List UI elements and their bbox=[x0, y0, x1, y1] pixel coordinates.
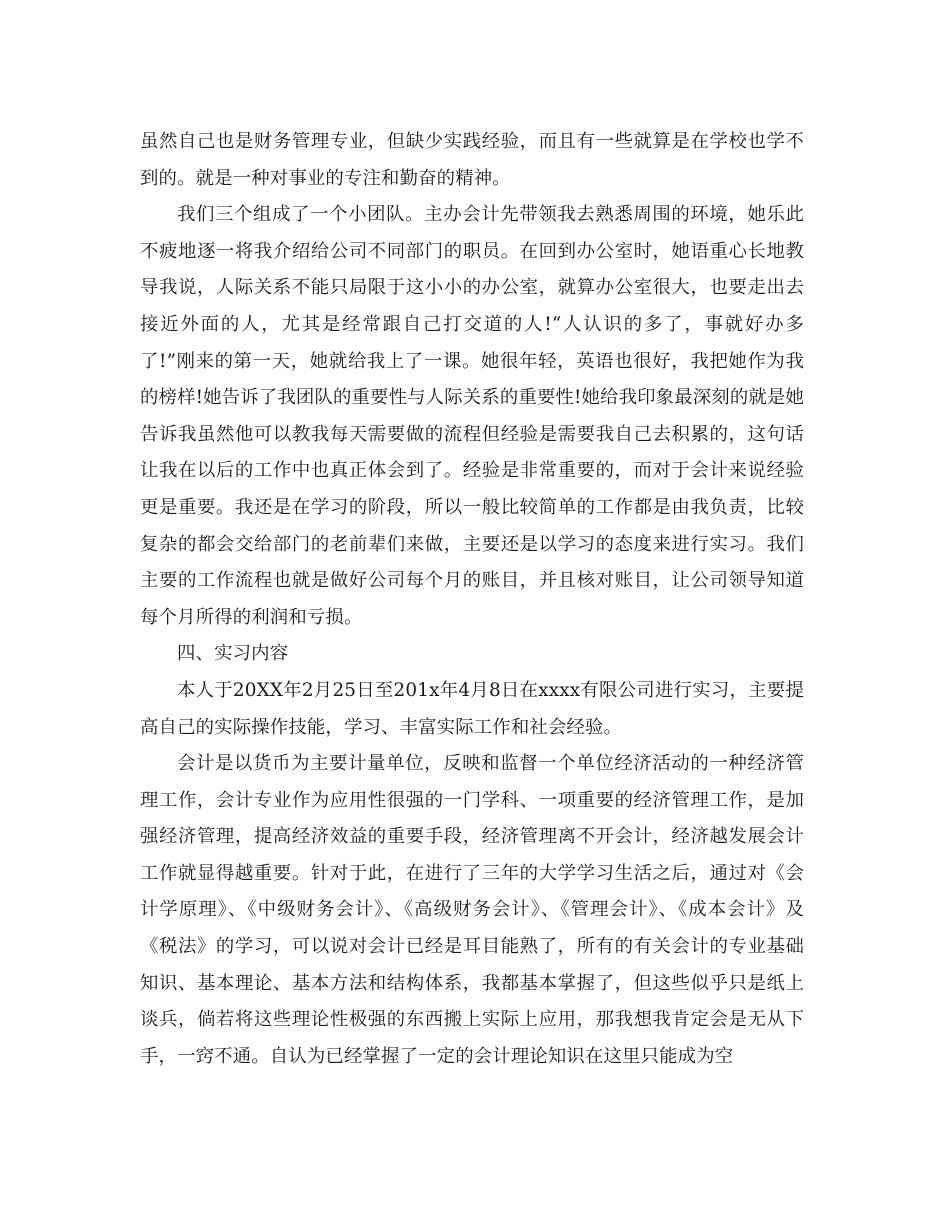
paragraph-team: 我们三个组成了一个小团队。主办会计先带领我去熟悉周围的环境，她乐此不疲地逐一将我介绍给公司不同部门的职员。在回到办公室时，她语重心长地教导我说，人际关系不能只局限于这小小的办公室，就算办公室很大，也要走出去接近外面的人，尤其是经常跟自己打交道的人!“人认识的多了，事就好办多了!”刚来的第一天，她就给我上了一课。她很年轻，英语也很好，我把她作为我的榜样!她告诉了我团队的重要性与人际关系的重要性!她给我印象最深刻的就是她告诉我虽然他可以教我每天需要做的流程但经验是需要我自己去积累的，这句话让我在以后的工作中也真正体会到了。经验是非常重要的，而对于会计来说经验更是重要。我还是在学习的阶段，所以一般比较简单的工作都是由我负责，比较复杂的都会交给部门的老前辈们来做，主要还是以学习的态度来进行实习。我们主要的工作流程也就是做好公司每个月的账目，并且核对账目，让公司领导知道每个月所得的利润和亏损。 bbox=[140, 204, 805, 628]
paragraph-internship-period: 本人于20XX年2月25日至201x年4月8日在xxxx有限公司进行实习，主要提高自己的实际操作技能，学习、丰富实际工作和社会经验。 bbox=[140, 679, 804, 738]
document-body bbox=[140, 124, 804, 1075]
paragraph-continuation: 虽然自己也是财务管理专业，但缺少实践经验，而且有一些就算是在学校也学不到的。就是一种对事业的专注和勤奋的精神。 bbox=[140, 131, 804, 189]
section-heading-internship-content: 四、实习内容 bbox=[177, 643, 289, 665]
paragraph-accounting: 会计是以货币为主要计量单位，反映和监督一个单位经济活动的一种经济管理工作，会计专业作为应用性很强的一门学科、一项重要的经济管理工作，是加强经济管理，提高经济效益的重要手段，经济管理离不开会计，经济越发展会计工作就显得越重要。针对于此，在进行了三年的大学学习生活之后，通过对《会计学原理》、《中级财务会计》、《高级财务会计》、《管理会计》、《成本会计》及《税法》的学习，可以说对会计已经是耳目能熟了，所有的有关会计的专业基础知识、基本理论、基本方法和结构体系，我都基本掌握了，但这些似乎只是纸上谈兵，倘若将这些理论性极强的东西搬上实际上应用，那我想我肯定会是无从下手，一窍不通。自认为已经掌握了一定的会计理论知识在这里只能成为空 bbox=[140, 753, 804, 1067]
